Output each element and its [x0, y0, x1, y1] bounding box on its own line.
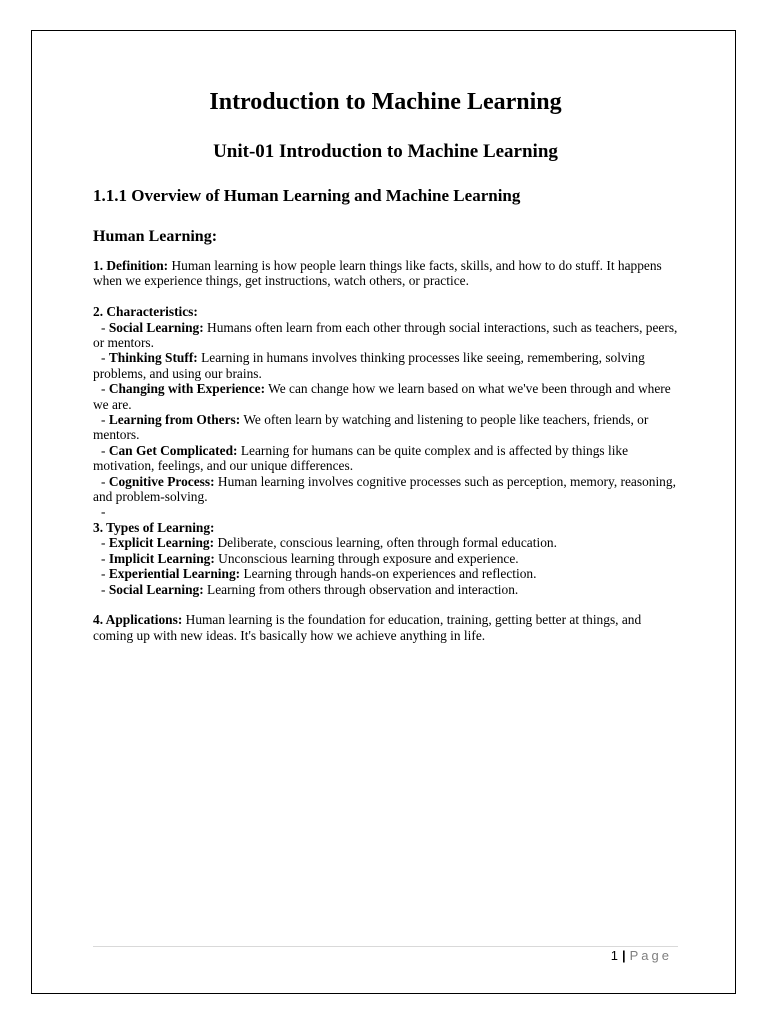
bullet-dash: -: [101, 412, 109, 428]
item-text: Unconscious learning through exposure and experience.: [214, 550, 519, 566]
bullet-dash: -: [101, 504, 106, 520]
list-item: [93, 320, 678, 351]
list-item: [93, 443, 678, 474]
document-body: [93, 82, 678, 643]
bullet-dash: -: [101, 319, 109, 335]
bullet-dash: -: [101, 350, 109, 366]
list-item: [93, 566, 678, 581]
page-number: 1: [610, 948, 618, 963]
footer-rule: [93, 946, 678, 947]
item-label: Changing with Experience:: [108, 381, 266, 397]
item-label: Experiential Learning:: [108, 566, 241, 582]
item-text: We can change how we learn based on what we've been through and where we are.: [93, 381, 671, 412]
unit-title: Unit-01 Introduction to Machine Learning: [213, 141, 558, 162]
list-item: [93, 474, 678, 505]
types-heading: [93, 520, 678, 535]
list-item: [93, 381, 678, 412]
item-text: Humans often learn from each other through social interactions, such as teachers, peers, or mentors.: [93, 319, 678, 351]
item-label: Can Get Complicated:: [108, 442, 238, 458]
empty-bullet: [93, 504, 678, 519]
page-word: Page: [629, 948, 672, 963]
item-text: Learning through hands-on experiences and reflection.: [240, 566, 537, 582]
bullet-dash: -: [101, 550, 109, 566]
list-item: [93, 535, 678, 550]
applications-label: 4. Applications:: [93, 612, 183, 628]
definition-paragraph: [93, 258, 678, 289]
applications-paragraph: [93, 612, 678, 643]
item-label: Thinking Stuff:: [108, 350, 198, 366]
item-text: Learning in humans involves thinking processes like seeing, remembering, solving problems, and using our brains.: [93, 350, 645, 381]
footer-separator: |: [621, 948, 626, 963]
item-label: Social Learning:: [108, 581, 204, 597]
characteristics-heading: [93, 304, 678, 319]
bullet-dash: -: [101, 442, 109, 458]
item-text: Deliberate, conscious learning, often through formal education.: [214, 535, 557, 551]
page-footer: [611, 948, 672, 963]
item-label: Cognitive Process:: [108, 473, 215, 489]
section-title: 1.1.1 Overview of Human Learning and Machine Learning: [93, 186, 521, 205]
list-item: [93, 551, 678, 566]
bullet-dash: -: [101, 381, 109, 397]
definition-label: 1. Definition:: [93, 258, 169, 273]
bullet-dash: -: [101, 581, 109, 597]
item-label: Explicit Learning:: [108, 535, 215, 551]
bullet-dash: -: [101, 473, 109, 489]
item-label: Implicit Learning:: [108, 550, 215, 566]
item-label: Social Learning:: [108, 319, 204, 335]
document-title: Introduction to Machine Learning: [209, 89, 562, 115]
item-text: Learning for humans can be quite complex and is affected by things like motivation, feelings, and our unique differences.: [93, 442, 629, 474]
item-text: Human learning involves cognitive processes such as perception, memory, reasoning, and problem-solving.: [93, 473, 676, 505]
item-text: We often learn by watching and listening to people like teachers, friends, or mentors.: [93, 412, 649, 443]
characteristics-label: 2. Characteristics:: [93, 304, 198, 320]
subsection-title: Human Learning:: [93, 228, 218, 245]
list-item: [93, 582, 678, 597]
item-label: Learning from Others:: [108, 412, 241, 428]
bullet-dash: -: [101, 535, 109, 551]
applications-text: Human learning is the foundation for education, training, getting better at things, and coming up with new ideas. It's basically how we achieve anything in life.: [93, 612, 642, 643]
definition-text: Human learning is how people learn things like facts, skills, and how to do stuff. It happens when we experience things, get instructions, watch others, or practice.: [93, 258, 662, 289]
item-text: Learning from others through observation and interaction.: [203, 581, 519, 597]
list-item: [93, 412, 678, 443]
types-label: 3. Types of Learning:: [93, 519, 215, 535]
list-item: [93, 350, 678, 381]
bullet-dash: -: [101, 566, 109, 582]
